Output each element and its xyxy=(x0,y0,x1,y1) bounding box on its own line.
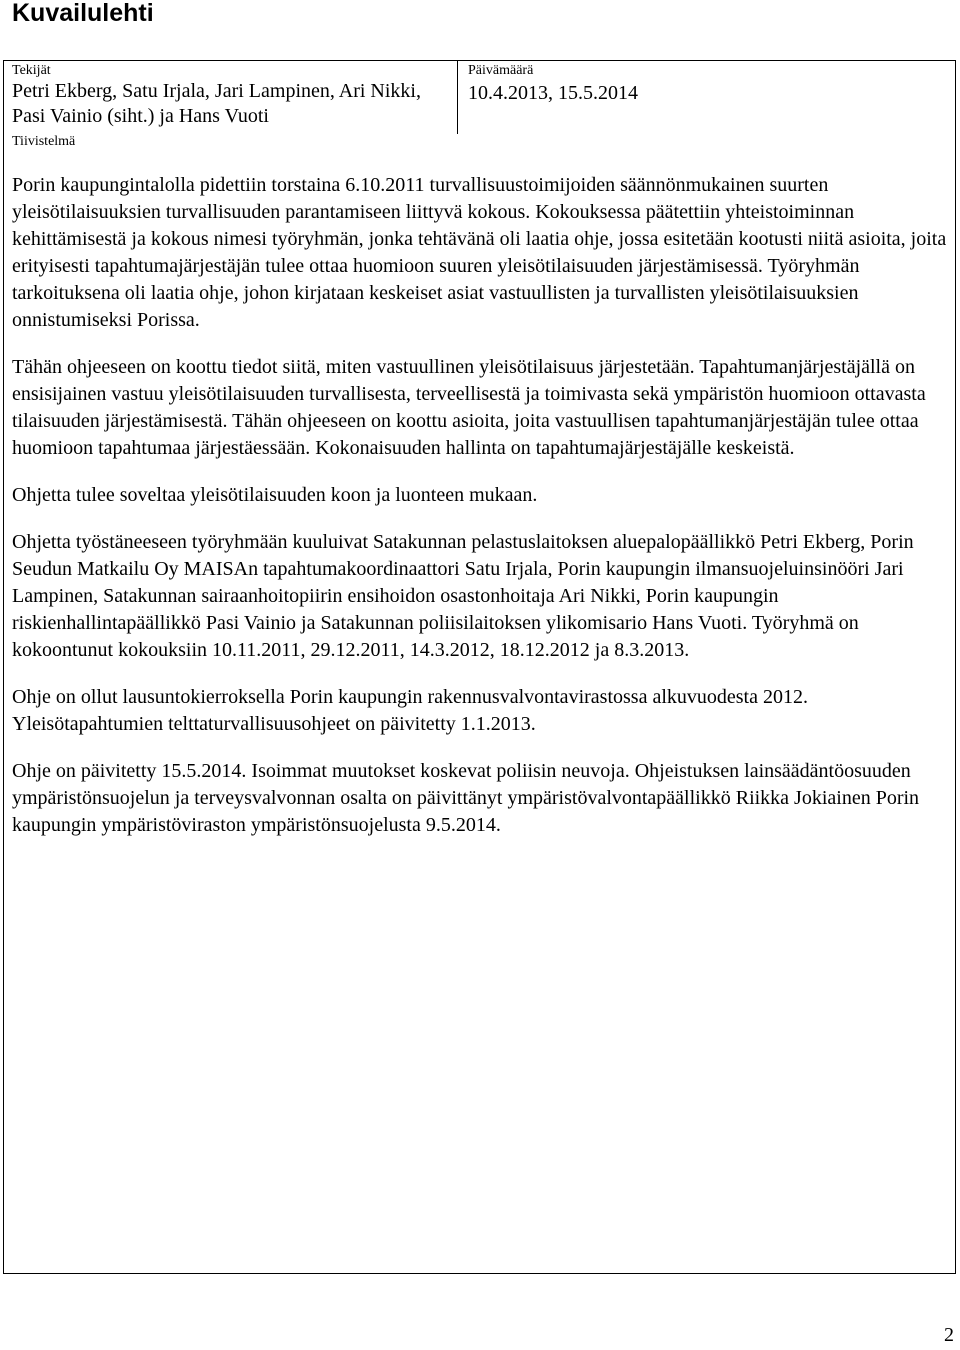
date-cell xyxy=(458,61,955,134)
description-sheet-box xyxy=(3,60,956,1274)
page-title: Kuvailulehti xyxy=(12,0,154,27)
authors-label: Tekijät xyxy=(12,63,51,78)
date-label: Päivämäärä xyxy=(468,63,534,78)
authors-value: Petri Ekberg, Satu Irjala, Jari Lampinen, Ari Nikki, Pasi Vainio (siht.) ja Hans Vuoti xyxy=(12,80,421,127)
summary-paragraph: Ohjetta tulee soveltaa yleisötilaisuuden koon ja luonteen mukaan. xyxy=(12,484,538,506)
date-value: 10.4.2013, 15.5.2014 xyxy=(468,82,638,104)
summary-paragraph: Ohjetta työstäneeseen työryhmään kuuluivat Satakunnan pelastuslaitoksen aluepalopäällikkö Petri Ekberg, Porin Seudun Matkailu Oy MAISAn tapahtumakoordinaattori Satu Irjala, Porin kaupungin ilmansuojeluinsinööri Jari Lampinen, Satakunnan sairaanhoitopiirin ensihoidon osastonhoitaja Ari Nikki, Porin kaupungin riskienhallintapäällikkö Pasi Vainio ja Satakunnan poliisilaitoksen ylikomisario Hans Vuoti. Työryhmä on kokoontunut kokouksiin 10.11.2011, 29.12.2011, 14.3.2012, 18.12.2012 ja 8.3.2013. xyxy=(12,531,914,661)
summary-paragraph: Tähän ohjeeseen on koottu tiedot siitä, miten vastuullinen yleisötilaisuus järjestetään. Tapahtumanjärjestäjällä on ensisijainen vastuu yleisötilaisuuden turvallisesta, terveellisestä ja toimivasta sekä ympäristön huomioon ottavasta tilaisuuden järjestämisestä. Tähän ohjeeseen on koottu asioita, joita vastuullisen tapahtumanjärjestäjän tulee ottaa huomioon tapahtumaa järjestäessään. Kokonaisuuden hallinta on tapahtumajärjestäjälle keskeistä. xyxy=(12,356,926,459)
summary-paragraph: Porin kaupungintalolla pidettiin torstaina 6.10.2011 turvallisuustoimijoiden säännönmukainen suurten yleisötilaisuuksien turvallisuuden parantamiseen liittyvä kokous. Kokouksessa päätettiin yhteistoiminnan kehittämisestä ja kokous nimesi työryhmän, jonka tehtävänä oli laatia ohje, jossa esitetään kootusti niitä asioita, joita erityisesti tapahtumajärjestäjän tulee ottaa huomioon suuren yleisötilaisuuden järjestämisessä. Työryhmän tarkoituksena oli laatia ohje, johon kirjataan keskeiset asiat vastuullisten ja turvallisten yleisötilaisuuksien onnistumiseksi Porissa. xyxy=(12,174,947,331)
authors-cell xyxy=(4,61,458,134)
meta-row xyxy=(4,61,955,134)
summary-paragraph: Ohje on päivitetty 15.5.2014. Isoimmat muutokset koskevat poliisin neuvoja. Ohjeistuksen lainsäädäntöosuuden ympäristönsuojelun ja terveysvalvonnan osalta on päivittänyt ympäristövalvontapäällikkö Riikka Jokiainen Porin kaupungin ympäristöviraston ympäristönsuojelusta 9.5.2014. xyxy=(12,760,920,836)
summary-body xyxy=(12,172,947,859)
summary-paragraph: Ohje on ollut lausuntokierroksella Porin kaupungin rakennusvalvontavirastossa alkuvuodesta 2012. Yleisötapahtumien telttaturvallisuusohjeet on päivitetty 1.1.2013. xyxy=(12,686,808,735)
page-number: 2 xyxy=(944,1324,954,1346)
summary-label: Tiivistelmä xyxy=(12,134,76,149)
